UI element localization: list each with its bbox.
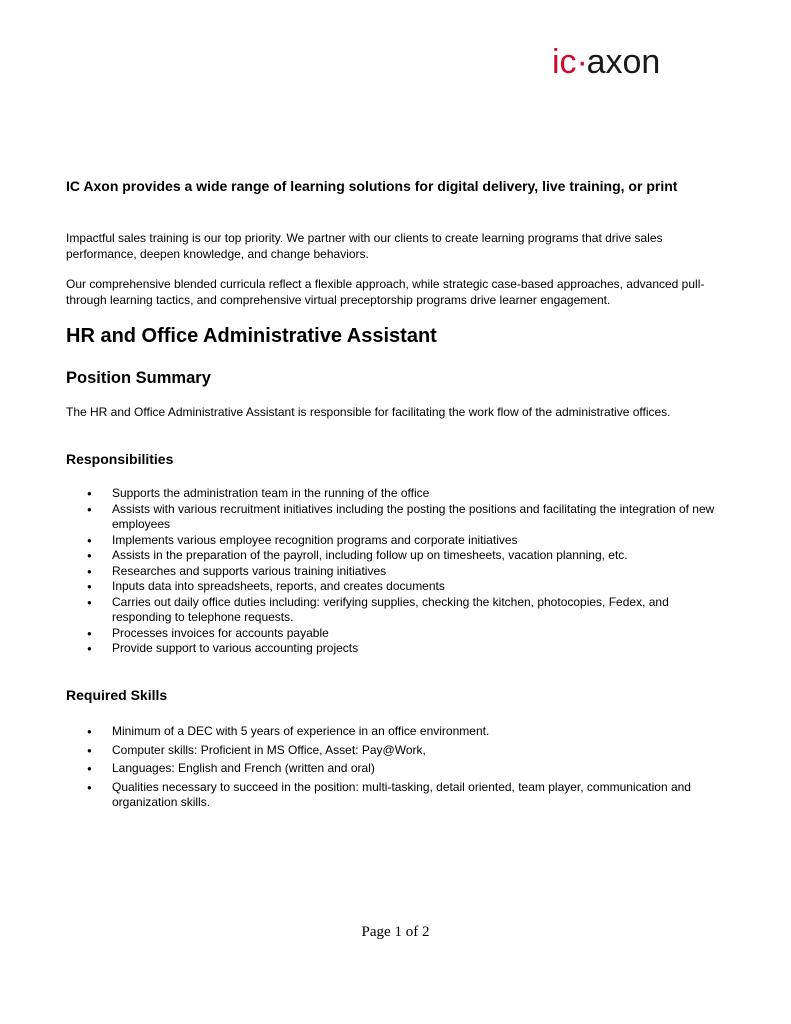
list-item: ● Provide support to various accounting projects	[66, 641, 730, 657]
list-item: ● Inputs data into spreadsheets, reports, and creates documents	[66, 579, 730, 595]
logo-axon: axon	[586, 43, 661, 81]
list-item: ● Computer skills: Proficient in MS Office, Asset: Pay@Work,	[66, 743, 730, 759]
list-item: ● Languages: English and French (written and oral)	[66, 761, 730, 777]
required-skills-heading: Required Skills	[66, 687, 168, 703]
list-item: ● Implements various employee recognition programs and corporate initiatives	[66, 533, 730, 549]
list-item: ● Carries out daily office duties including: verifying supplies, checking the kitchen, photocopies, Fedex, and responding to telephone requests.	[66, 595, 730, 626]
list-item: ● Supports the administration team in the running of the office	[66, 486, 730, 502]
intro-paragraph-2: Our comprehensive blended curricula reflect a flexible approach, while strategic case-based approaches, advanced pull-through learning tactics, and comprehensive virtual preceptorship programs drive learner engagement.	[66, 277, 705, 307]
list-item: ● Researches and supports various training initiatives	[66, 564, 730, 580]
list-item: ● Qualities necessary to succeed in the position: multi-tasking, detail oriented, team player, communication and organization skills.	[66, 780, 730, 811]
list-item: ● Processes invoices for accounts payable	[66, 626, 730, 642]
logo-ic: ic	[552, 43, 577, 81]
job-title: HR and Office Administrative Assistant	[66, 325, 437, 347]
list-item: ● Assists with various recruitment initiatives including the posting the positions and facilitating the integration of new employees	[66, 502, 730, 533]
list-item: ● Assists in the preparation of the payroll, including follow up on timesheets, vacation planning, etc.	[66, 548, 730, 564]
responsibilities-list	[66, 486, 730, 657]
required-skills-list	[66, 724, 730, 814]
position-summary-heading: Position Summary	[66, 369, 211, 387]
intro-heading: IC Axon provides a wide range of learning solutions for digital delivery, live training, or print	[66, 178, 678, 194]
logo-dot: ·	[576, 43, 588, 81]
position-summary-text: The HR and Office Administrative Assistant is responsible for facilitating the work flow of the administrative offices.	[66, 405, 671, 419]
page-number: Page 1 of 2	[361, 924, 430, 940]
intro-paragraph-1: Impactful sales training is our top priority. We partner with our clients to create learning programs that drive sales performance, deepen knowledge, and change behaviors.	[66, 231, 663, 261]
company-logo	[552, 42, 660, 82]
list-item: ● Minimum of a DEC with 5 years of experience in an office environment.	[66, 724, 730, 740]
responsibilities-heading: Responsibilities	[66, 451, 174, 467]
